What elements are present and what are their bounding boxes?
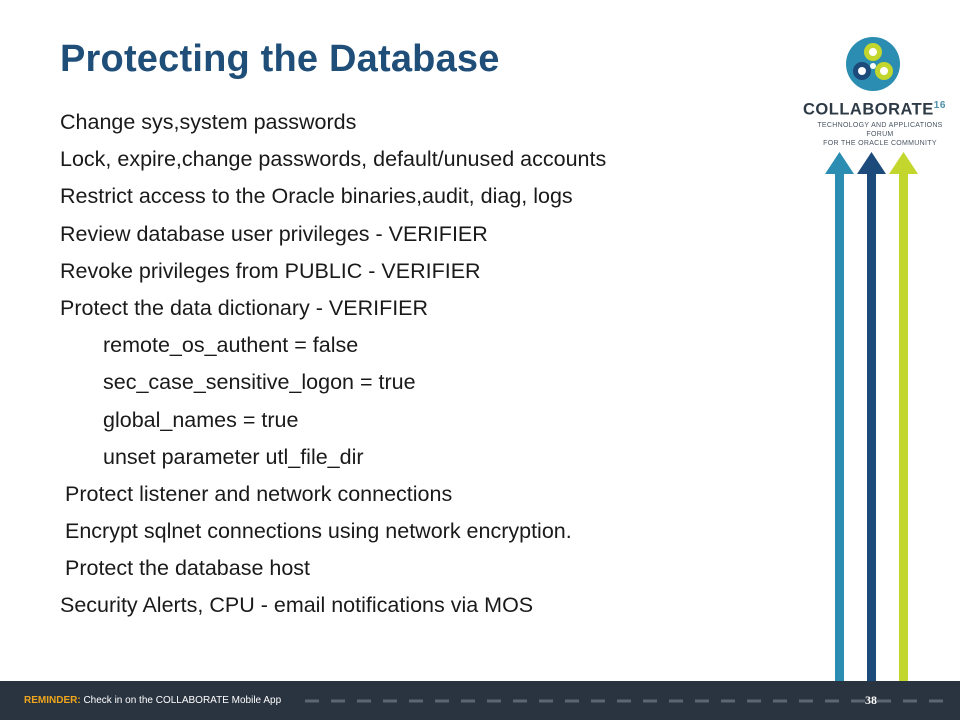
arrow-navy-icon <box>857 152 886 690</box>
sub-bullet-item: global_names = true <box>103 407 299 432</box>
arrow-lime-icon <box>889 152 918 690</box>
bullet-item: Change sys,system passwords <box>60 110 357 134</box>
sub-bullet-item: remote_os_authent = false <box>103 333 359 358</box>
sub-bullet-item: sec_case_sensitive_logon = true <box>103 370 416 395</box>
bullet-item: Lock, expire,change passwords, default/unused accounts <box>60 147 607 172</box>
sub-bullet-item: unset parameter utl_file_dir <box>103 444 364 469</box>
bullet-item: Restrict access to the Oracle binaries,audit, diag, logs <box>60 184 573 209</box>
decorative-arrows <box>820 150 930 690</box>
reminder-label: REMINDER: <box>24 695 81 706</box>
slide-title: Protecting the Database <box>60 38 500 80</box>
logo-year: 16 <box>933 100 946 111</box>
logo-tagline-line2: FOR THE ORACLE COMMUNITY <box>823 140 937 147</box>
bullet-item: Security Alerts, CPU - email notifications via MOS <box>60 593 534 618</box>
footer-dashes <box>305 699 955 703</box>
reminder-text: Check in on the COLLABORATE Mobile App <box>80 695 282 706</box>
bullet-item: Protect the database host <box>65 556 311 581</box>
logo-tagline-line1: TECHNOLOGY AND APPLICATIONS FORUM <box>817 122 943 138</box>
arrow-teal-icon <box>825 152 854 690</box>
footer-reminder <box>24 695 281 706</box>
bullet-item: Encrypt sqlnet connections using network encryption. <box>65 519 572 544</box>
bullet-list <box>60 104 606 625</box>
logo-tagline <box>810 121 950 148</box>
bullet-item: Review database user privileges - VERIFIER <box>60 221 488 246</box>
bullet-item: Protect listener and network connections <box>65 481 453 506</box>
page-number: 38 <box>865 693 877 707</box>
footer-bar <box>0 681 960 720</box>
logo-name: COLLABORATE <box>803 100 934 119</box>
bullet-item: Protect the data dictionary - VERIFIER <box>60 295 429 320</box>
bullet-item: Revoke privileges from PUBLIC - VERIFIER <box>60 258 481 283</box>
logo-wordmark <box>803 100 946 120</box>
